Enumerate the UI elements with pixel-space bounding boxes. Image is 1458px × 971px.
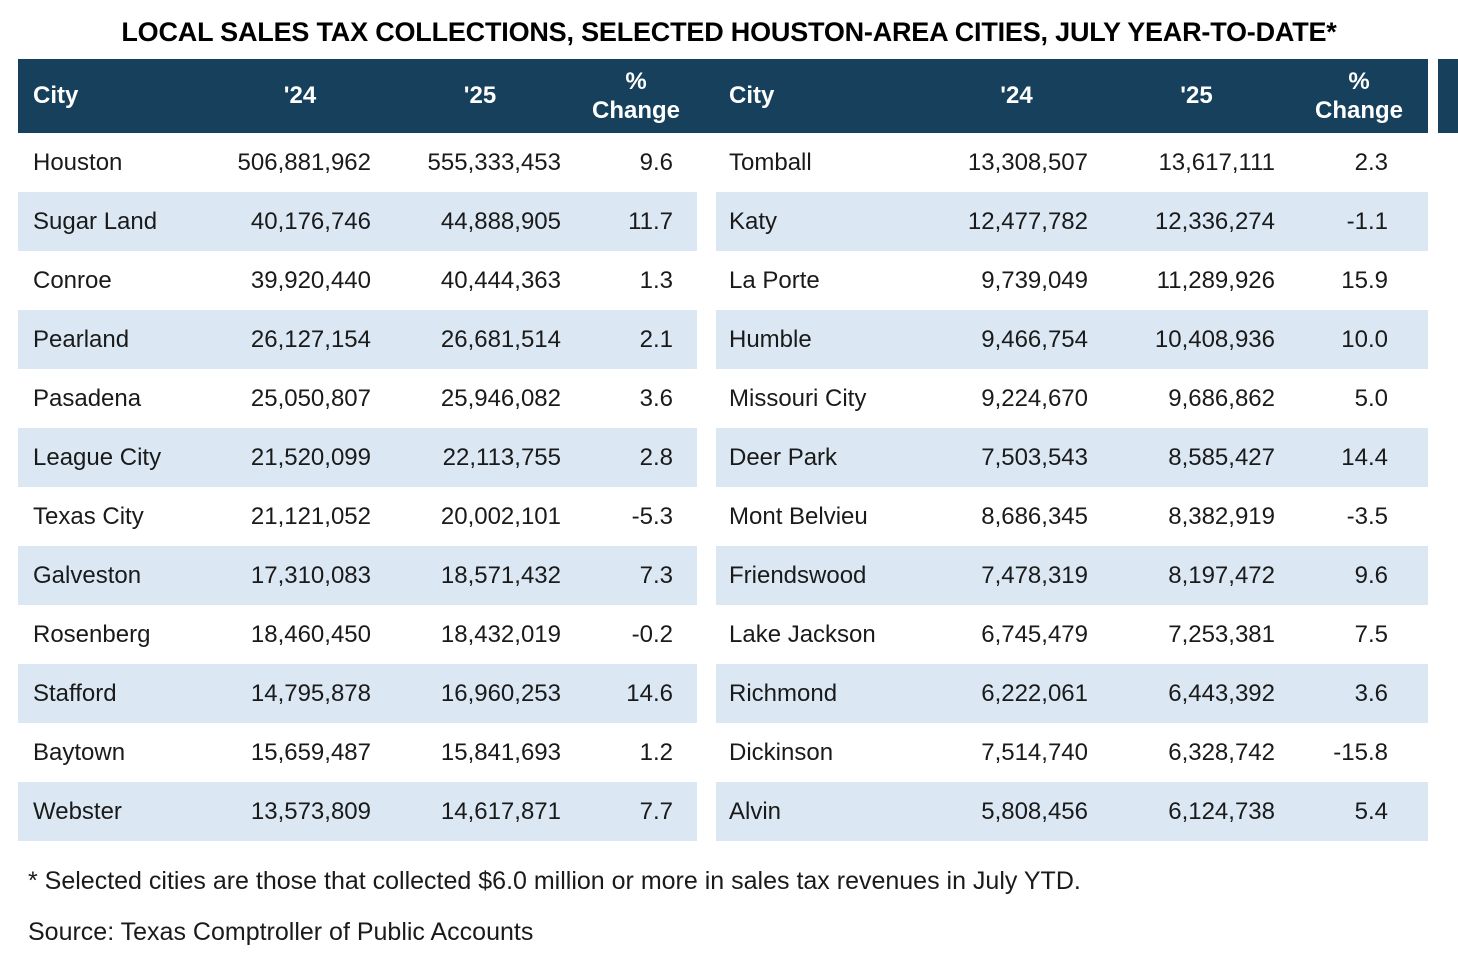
value-24-cell: 26,127,154 [250,325,371,353]
city-cell: La Porte [729,266,820,294]
value-24-cell: 40,176,746 [250,207,371,235]
table-halves-divider [697,59,716,841]
cropped-header-edge [1438,59,1458,133]
pct-change-cell: 2.8 [639,443,673,471]
footnote: * Selected cities are those that collected $6.0 million or more in sales tax revenues in July YTD. [28,867,1081,896]
pct-change-cell: -0.2 [631,620,673,648]
table-row [18,546,697,605]
column-header-25: '25 [1103,59,1290,133]
table-row [716,369,1428,428]
table-right-half [716,59,1428,841]
value-25-cell: 555,333,453 [427,148,561,176]
value-25-cell: 14,617,871 [440,797,561,825]
value-24-cell: 9,466,754 [981,325,1088,353]
pct-change-cell: 14.6 [626,679,673,707]
city-cell: Friendswood [729,561,867,589]
pct-change-cell: 9.6 [639,148,673,176]
source-credit: Source: Texas Comptroller of Public Accounts [28,918,534,947]
value-24-cell: 21,520,099 [250,443,371,471]
value-25-cell: 6,443,392 [1168,679,1275,707]
table-row [18,782,697,841]
pct-change-cell: 15.9 [1341,266,1388,294]
value-24-cell: 13,573,809 [250,797,371,825]
city-cell: Richmond [729,679,838,707]
city-cell: Mont Belvieu [729,502,868,530]
pct-change-cell: -3.5 [1346,502,1388,530]
table-left-header [18,59,697,133]
value-24-cell: 13,308,507 [967,148,1088,176]
header-row [716,59,1428,133]
pct-change-cell: 3.6 [639,384,673,412]
value-24-cell: 7,503,543 [981,443,1088,471]
value-25-cell: 15,841,693 [440,738,561,766]
value-25-cell: 18,571,432 [440,561,561,589]
pct-change-cell: 2.1 [639,325,673,353]
value-25-cell: 25,946,082 [440,384,561,412]
value-25-cell: 16,960,253 [440,679,561,707]
city-cell: Galveston [33,561,142,589]
table-row [716,133,1428,192]
table-row [18,251,697,310]
header-row [18,59,697,133]
value-25-cell: 9,686,862 [1168,384,1275,412]
value-25-cell: 10,408,936 [1154,325,1275,353]
table-left-half [18,59,697,841]
value-25-cell: 22,113,755 [442,443,561,471]
column-header-city: City [716,59,930,133]
value-24-cell: 6,745,479 [981,620,1088,648]
table-row [716,605,1428,664]
city-cell: Houston [33,148,123,176]
value-24-cell: 6,222,061 [981,679,1088,707]
column-header-25: '25 [385,59,575,133]
column-header-pct-change [1290,59,1428,133]
value-25-cell: 13,617,111 [1158,148,1275,176]
city-cell: Pearland [33,325,130,353]
value-25-cell: 8,382,919 [1168,502,1275,530]
value-25-cell: 18,432,019 [440,620,561,648]
table-left-body [18,133,697,841]
city-cell: Humble [729,325,812,353]
table-row [18,192,697,251]
pct-change-cell: 10.0 [1341,325,1388,353]
page-title: LOCAL SALES TAX COLLECTIONS, SELECTED HOUSTON-AREA CITIES, JULY YEAR-TO-DATE* [121,17,1337,47]
table-row [18,428,697,487]
city-cell: Baytown [33,738,126,766]
city-cell: Lake Jackson [729,620,876,648]
pct-change-label: % Change [1314,67,1403,125]
value-24-cell: 17,310,083 [250,561,371,589]
pct-change-cell: 5.0 [1354,384,1388,412]
value-25-cell: 6,124,738 [1168,797,1275,825]
value-24-cell: 8,686,345 [981,502,1088,530]
table-row [716,251,1428,310]
column-header-pct-change [575,59,697,133]
table-row [716,546,1428,605]
column-header-24: '24 [215,59,385,133]
city-cell: Alvin [729,797,782,825]
column-header-city: City [18,59,215,133]
value-25-cell: 8,197,472 [1168,561,1275,589]
pct-change-cell: 3.6 [1354,679,1388,707]
city-cell: Missouri City [729,384,867,412]
table-row [18,605,697,664]
city-cell: League City [33,443,162,471]
table-row [18,133,697,192]
city-cell: Deer Park [729,443,838,471]
value-25-cell: 20,002,101 [440,502,561,530]
table-row [716,310,1428,369]
value-25-cell: 8,585,427 [1168,443,1275,471]
value-24-cell: 12,477,782 [967,207,1088,235]
pct-change-cell: 1.2 [639,738,673,766]
city-cell: Rosenberg [33,620,151,648]
table-row [716,428,1428,487]
value-24-cell: 9,224,670 [981,384,1088,412]
city-cell: Stafford [33,679,117,707]
pct-change-cell: -15.8 [1333,738,1388,766]
city-cell: Texas City [33,502,144,530]
value-25-cell: 26,681,514 [440,325,561,353]
table-row [716,782,1428,841]
pct-change-cell: 7.5 [1354,620,1388,648]
table-right-body [716,133,1428,841]
value-25-cell: 6,328,742 [1168,738,1275,766]
pct-change-cell: -1.1 [1346,207,1388,235]
pct-change-cell: 11.7 [628,207,673,235]
value-25-cell: 11,289,926 [1156,266,1275,294]
value-24-cell: 7,478,319 [981,561,1088,589]
divider-body-segment [697,133,716,841]
pct-change-cell: 14.4 [1341,443,1388,471]
value-24-cell: 5,808,456 [981,797,1088,825]
table-row [716,664,1428,723]
pct-change-cell: 7.3 [639,561,673,589]
pct-change-cell: 7.7 [639,797,673,825]
value-24-cell: 15,659,487 [250,738,371,766]
value-24-cell: 14,795,878 [250,679,371,707]
table-right-header [716,59,1428,133]
table-row [18,723,697,782]
pct-change-cell: 9.6 [1354,561,1388,589]
value-24-cell: 21,121,052 [250,502,371,530]
city-cell: Conroe [33,266,112,294]
table-row [18,487,697,546]
pct-change-cell: 2.3 [1354,148,1388,176]
pct-change-label: % Change [591,67,680,125]
value-24-cell: 18,460,450 [250,620,371,648]
table-row [716,487,1428,546]
value-24-cell: 506,881,962 [237,148,371,176]
city-cell: Dickinson [729,738,834,766]
table-row [716,723,1428,782]
value-24-cell: 7,514,740 [981,738,1088,766]
pct-change-cell: 1.3 [639,266,673,294]
city-cell: Webster [33,797,122,825]
value-24-cell: 9,739,049 [981,266,1088,294]
city-cell: Sugar Land [33,207,158,235]
city-cell: Katy [729,207,778,235]
pct-change-cell: -5.3 [631,502,673,530]
table-row [18,664,697,723]
sales-tax-table [18,59,1428,841]
value-24-cell: 25,050,807 [250,384,371,412]
column-header-24: '24 [930,59,1103,133]
value-25-cell: 40,444,363 [440,266,561,294]
value-25-cell: 44,888,905 [440,207,561,235]
pct-change-cell: 5.4 [1354,797,1388,825]
city-cell: Pasadena [33,384,142,412]
value-25-cell: 12,336,274 [1154,207,1275,235]
table-row [716,192,1428,251]
value-25-cell: 7,253,381 [1168,620,1275,648]
divider-header-segment [697,59,716,133]
table-row [18,369,697,428]
city-cell: Tomball [729,148,812,176]
table-row [18,310,697,369]
value-24-cell: 39,920,440 [250,266,371,294]
